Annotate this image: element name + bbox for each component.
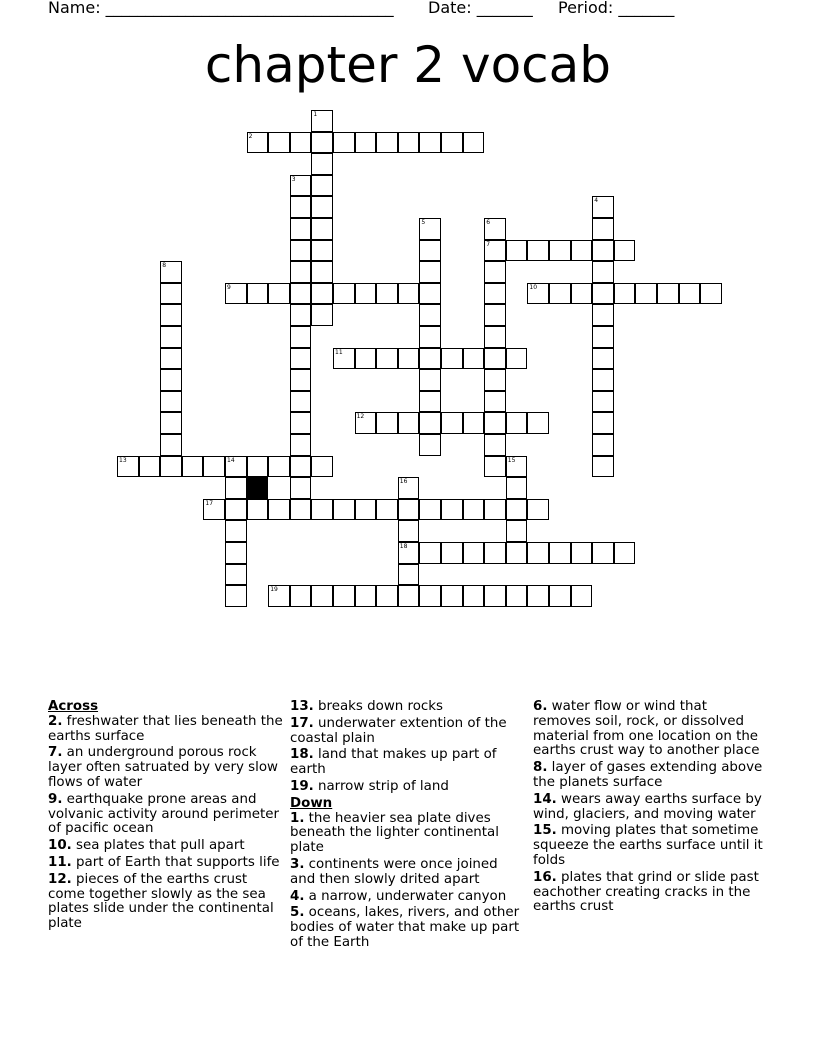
crossword-cell[interactable]	[527, 283, 549, 305]
crossword-cell[interactable]	[290, 585, 312, 607]
crossword-cell[interactable]	[290, 499, 312, 521]
crossword-cell[interactable]	[419, 434, 441, 456]
crossword-cell[interactable]	[441, 348, 463, 370]
crossword-cell[interactable]	[484, 456, 506, 478]
clue-down-3: 3. continents were once joined and then slowly drited apart	[290, 856, 498, 887]
crossword-cell[interactable]	[592, 434, 614, 456]
crossword-cell[interactable]	[592, 218, 614, 240]
clue-number: 11	[335, 348, 343, 356]
clue-number: 14	[227, 456, 235, 464]
crossword-cell[interactable]	[182, 456, 204, 478]
crossword-cell[interactable]	[290, 304, 312, 326]
clue-across-11: 11. part of Earth that supports life	[48, 854, 280, 870]
crossword-cell[interactable]	[419, 369, 441, 391]
crossword-cell[interactable]	[419, 542, 441, 564]
crossword-cell[interactable]	[268, 585, 290, 607]
crossword-cell[interactable]	[484, 499, 506, 521]
crossword-cell[interactable]	[419, 391, 441, 413]
crossword-cell[interactable]	[419, 240, 441, 262]
crossword-cell[interactable]	[398, 499, 420, 521]
crossword-cell[interactable]	[160, 369, 182, 391]
crossword-cell[interactable]	[506, 499, 528, 521]
crossword-cell[interactable]	[614, 240, 636, 262]
crossword-cell[interactable]	[311, 261, 333, 283]
crossword-cell[interactable]	[527, 542, 549, 564]
crossword-cell[interactable]	[247, 283, 269, 305]
crossword-cell[interactable]	[225, 499, 247, 521]
clue-number: 9	[227, 283, 231, 291]
crossword-cell[interactable]	[290, 477, 312, 499]
clue-number: 5	[421, 219, 426, 226]
crossword-cell[interactable]	[160, 304, 182, 326]
date-field-label[interactable]: Date: _______	[428, 0, 533, 17]
crossword-cell[interactable]	[268, 283, 290, 305]
crossword-cell[interactable]	[333, 348, 355, 370]
crossword-cell[interactable]	[419, 585, 441, 607]
clue-down-5: 5. oceans, lakes, rivers, and other bodies of water that make up part of the Earth	[290, 905, 520, 950]
crossword-cell[interactable]	[484, 391, 506, 413]
clue-number: 4	[594, 197, 599, 205]
crossword-cell[interactable]	[571, 240, 593, 262]
across-heading: Across	[48, 699, 99, 714]
crossword-cell[interactable]	[398, 477, 420, 499]
crossword-cell[interactable]	[290, 412, 312, 434]
clue-number: 1	[313, 111, 318, 118]
crossword-cell[interactable]	[398, 283, 420, 305]
crossword-cell[interactable]	[376, 283, 398, 305]
crossword-cell[interactable]	[463, 132, 485, 154]
crossword-cell[interactable]	[247, 132, 269, 154]
crossword-cell[interactable]	[592, 240, 614, 262]
clue-across-18: 18. land that makes up part of earth	[290, 747, 497, 778]
crossword-cell[interactable]	[376, 132, 398, 154]
crossword-cell[interactable]	[419, 499, 441, 521]
crossword-cell[interactable]	[268, 499, 290, 521]
crossword-cell[interactable]	[290, 326, 312, 348]
clue-down-6: 6. water flow or wind that removes soil, rock, or dissolved material from one location on the earths crust way to another place	[533, 699, 760, 759]
clue-column-1	[48, 700, 283, 934]
crossword-cell[interactable]	[592, 456, 614, 478]
crossword-cell[interactable]	[657, 283, 679, 305]
crossword-cell[interactable]	[484, 218, 506, 240]
crossword-cell[interactable]	[463, 542, 485, 564]
crossword-cell[interactable]	[160, 456, 182, 478]
crossword-cell[interactable]	[484, 348, 506, 370]
crossword-cell[interactable]	[376, 412, 398, 434]
clue-number: 15	[507, 456, 516, 464]
crossword-cell[interactable]	[290, 391, 312, 413]
crossword-block-cell	[247, 477, 269, 499]
crossword-cell[interactable]	[614, 542, 636, 564]
crossword-cell[interactable]	[225, 542, 247, 564]
crossword-cell[interactable]	[441, 542, 463, 564]
clue-down-8: 8. layer of gases extending above the planets surface	[533, 760, 763, 790]
crossword-cell[interactable]	[225, 283, 247, 305]
crossword-cell[interactable]	[614, 283, 636, 305]
crossword-cell[interactable]	[419, 261, 441, 283]
crossword-cell[interactable]	[311, 304, 333, 326]
crossword-cell[interactable]	[549, 283, 571, 305]
crossword-cell[interactable]	[484, 283, 506, 305]
crossword-cell[interactable]	[311, 110, 333, 132]
crossword-cell[interactable]	[355, 132, 377, 154]
crossword-cell[interactable]	[527, 412, 549, 434]
clue-number: 2	[248, 132, 253, 140]
crossword-cell[interactable]	[333, 283, 355, 305]
clue-number: 13	[119, 456, 127, 464]
page-title: chapter 2 vocab	[204, 36, 612, 94]
crossword-cell[interactable]	[592, 348, 614, 370]
crossword-cell[interactable]	[139, 456, 161, 478]
crossword-cell[interactable]	[398, 585, 420, 607]
crossword-cell[interactable]	[484, 240, 506, 262]
clue-across-10: 10. sea plates that pull apart	[48, 838, 245, 854]
crossword-cell[interactable]	[527, 585, 549, 607]
crossword-cell[interactable]	[290, 240, 312, 262]
crossword-cell[interactable]	[225, 520, 247, 542]
crossword-cell[interactable]	[376, 585, 398, 607]
crossword-cell[interactable]	[571, 542, 593, 564]
crossword-cell[interactable]	[700, 283, 722, 305]
crossword-cell[interactable]	[635, 283, 657, 305]
crossword-cell[interactable]	[160, 283, 182, 305]
clue-number: 19	[270, 586, 278, 594]
crossword-cell[interactable]	[290, 261, 312, 283]
crossword-cell[interactable]	[225, 477, 247, 499]
crossword-cell[interactable]	[592, 542, 614, 564]
crossword-cell[interactable]	[592, 261, 614, 283]
crossword-cell[interactable]	[398, 520, 420, 542]
crossword-cell[interactable]	[333, 585, 355, 607]
crossword-cell[interactable]	[506, 520, 528, 542]
clue-across-9: 9. earthquake prone areas and volvanic activity around perimeter of pacific ocean	[48, 791, 279, 837]
crossword-cell[interactable]	[225, 564, 247, 586]
crossword-cell[interactable]	[398, 348, 420, 370]
crossword-cell[interactable]	[355, 412, 377, 434]
crossword-cell[interactable]	[311, 283, 333, 305]
period-field-label[interactable]: Period: _______	[558, 0, 675, 17]
crossword-cell[interactable]	[463, 585, 485, 607]
crossword-cell[interactable]	[484, 326, 506, 348]
crossword-cell[interactable]	[290, 348, 312, 370]
crossword-cell[interactable]	[419, 304, 441, 326]
crossword-cell[interactable]	[679, 283, 701, 305]
crossword-cell[interactable]	[506, 412, 528, 434]
clue-number: 16	[399, 478, 408, 486]
clue-across-12: 12. pieces of the earths crust come together slowly as the sea plates slide under the continental plate	[48, 871, 274, 932]
clue-column-2	[290, 700, 525, 953]
crossword-cell[interactable]	[484, 542, 506, 564]
crossword-cell[interactable]	[160, 348, 182, 370]
crossword-cell[interactable]	[419, 132, 441, 154]
crossword-cell[interactable]	[463, 412, 485, 434]
crossword-cell[interactable]	[355, 348, 377, 370]
crossword-cell[interactable]	[419, 283, 441, 305]
crossword-cell[interactable]	[484, 412, 506, 434]
clue-number: 17	[205, 499, 214, 507]
crossword-cell[interactable]	[376, 499, 398, 521]
crossword-cell[interactable]	[247, 499, 269, 521]
crossword-cell[interactable]	[463, 499, 485, 521]
crossword-cell[interactable]	[290, 283, 312, 305]
crossword-cell[interactable]	[506, 542, 528, 564]
crossword-cell[interactable]	[247, 456, 269, 478]
crossword-cell[interactable]	[506, 456, 528, 478]
clue-across-13: 13. breaks down rocks	[290, 699, 444, 714]
crossword-cell[interactable]	[290, 196, 312, 218]
crossword-cell[interactable]	[355, 283, 377, 305]
crossword-cell[interactable]	[225, 456, 247, 478]
crossword-cell[interactable]	[268, 456, 290, 478]
crossword-cell[interactable]	[571, 283, 593, 305]
crossword-cell[interactable]	[225, 585, 247, 607]
crossword-cell[interactable]	[160, 391, 182, 413]
crossword-cell[interactable]	[311, 218, 333, 240]
crossword-cell[interactable]	[506, 585, 528, 607]
crossword-cell[interactable]	[592, 196, 614, 218]
crossword-cell[interactable]	[398, 564, 420, 586]
clue-number: 18	[399, 543, 408, 550]
crossword-cell[interactable]	[484, 434, 506, 456]
crossword-cell[interactable]	[160, 326, 182, 348]
crossword-cell[interactable]	[160, 261, 182, 283]
crossword-cell[interactable]	[290, 456, 312, 478]
crossword-cell[interactable]	[484, 304, 506, 326]
crossword-cell[interactable]	[441, 412, 463, 434]
crossword-cell[interactable]	[398, 412, 420, 434]
crossword-cell[interactable]	[441, 132, 463, 154]
crossword-cell[interactable]	[506, 240, 528, 262]
crossword-cell[interactable]	[419, 326, 441, 348]
crossword-cell[interactable]	[527, 499, 549, 521]
crossword-cell[interactable]	[398, 132, 420, 154]
crossword-cell[interactable]	[160, 434, 182, 456]
clue-down-1: 1. the heavier sea plate dives beneath the lighter continental plate	[290, 810, 499, 856]
clue-across-19: 19. narrow strip of land	[290, 778, 449, 794]
crossword-cell[interactable]	[355, 585, 377, 607]
crossword-cell[interactable]	[290, 218, 312, 240]
crossword-cell[interactable]	[398, 542, 420, 564]
crossword-cell[interactable]	[549, 240, 571, 262]
crossword-cell[interactable]	[333, 132, 355, 154]
clue-down-14: 14. wears away earths surface by wind, glaciers, and moving water	[533, 791, 762, 822]
crossword-cell[interactable]	[592, 304, 614, 326]
crossword-cell[interactable]	[268, 132, 290, 154]
clue-number: 12	[356, 413, 365, 421]
clue-down-16: 16. plates that grind or slide past eachother creating cracks in the earths crust	[533, 869, 759, 915]
crossword-cell[interactable]	[592, 391, 614, 413]
crossword-cell[interactable]	[290, 132, 312, 154]
crossword-cell[interactable]	[333, 499, 355, 521]
clue-down-4: 4. a narrow, underwater canyon	[290, 888, 507, 904]
crossword-cell[interactable]	[311, 132, 333, 154]
crossword-cell[interactable]	[571, 585, 593, 607]
crossword-cell[interactable]	[311, 585, 333, 607]
crossword-cell[interactable]	[311, 196, 333, 218]
clue-across-7: 7. an underground porous rock layer often satruated by very slow flows of water	[48, 745, 279, 790]
crossword-cell[interactable]	[549, 585, 571, 607]
clue-across-17: 17. underwater extention of the coastal plain	[290, 715, 507, 746]
crossword-cell[interactable]	[484, 585, 506, 607]
crossword-cell[interactable]	[484, 261, 506, 283]
crossword-cell[interactable]	[419, 218, 441, 240]
crossword-cell[interactable]	[117, 456, 139, 478]
clue-number: 7	[486, 240, 491, 248]
crossword-cell[interactable]	[203, 499, 225, 521]
crossword-cell[interactable]	[290, 434, 312, 456]
crossword-cell[interactable]	[527, 240, 549, 262]
crossword-cell[interactable]	[290, 175, 312, 197]
clue-number: 6	[486, 219, 491, 226]
crossword-cell[interactable]	[592, 326, 614, 348]
crossword-cell[interactable]	[290, 369, 312, 391]
clue-down-15: 15. moving plates that sometime squeeze the earths surface until it folds	[533, 823, 763, 868]
clue-number: 3	[291, 175, 296, 183]
crossword-cell[interactable]	[311, 240, 333, 262]
crossword-cell[interactable]	[311, 175, 333, 197]
clue-number: 8	[162, 262, 167, 270]
crossword-cell[interactable]	[311, 456, 333, 478]
crossword-cell[interactable]	[463, 348, 485, 370]
crossword-cell[interactable]	[441, 585, 463, 607]
crossword-cell[interactable]	[506, 348, 528, 370]
clue-across-2: 2. freshwater that lies beneath the earths surface	[48, 713, 283, 744]
crossword-cell[interactable]	[419, 348, 441, 370]
crossword-cell[interactable]	[376, 348, 398, 370]
name-field-label[interactable]: Name: ____________________________________	[48, 0, 394, 17]
crossword-cell[interactable]	[484, 369, 506, 391]
crossword-cell[interactable]	[311, 499, 333, 521]
crossword-cell[interactable]	[160, 412, 182, 434]
crossword-cell[interactable]	[203, 456, 225, 478]
crossword-cell[interactable]	[506, 477, 528, 499]
clue-number: 10	[529, 283, 538, 291]
crossword-cell[interactable]	[592, 369, 614, 391]
crossword-cell[interactable]	[549, 542, 571, 564]
clue-column-3	[533, 700, 768, 917]
crossword-cell[interactable]	[592, 412, 614, 434]
crossword-cell[interactable]	[592, 283, 614, 305]
crossword-cell[interactable]	[441, 499, 463, 521]
crossword-cell[interactable]	[311, 153, 333, 175]
crossword-cell[interactable]	[355, 499, 377, 521]
crossword-cell[interactable]	[419, 412, 441, 434]
down-heading: Down	[290, 795, 333, 811]
